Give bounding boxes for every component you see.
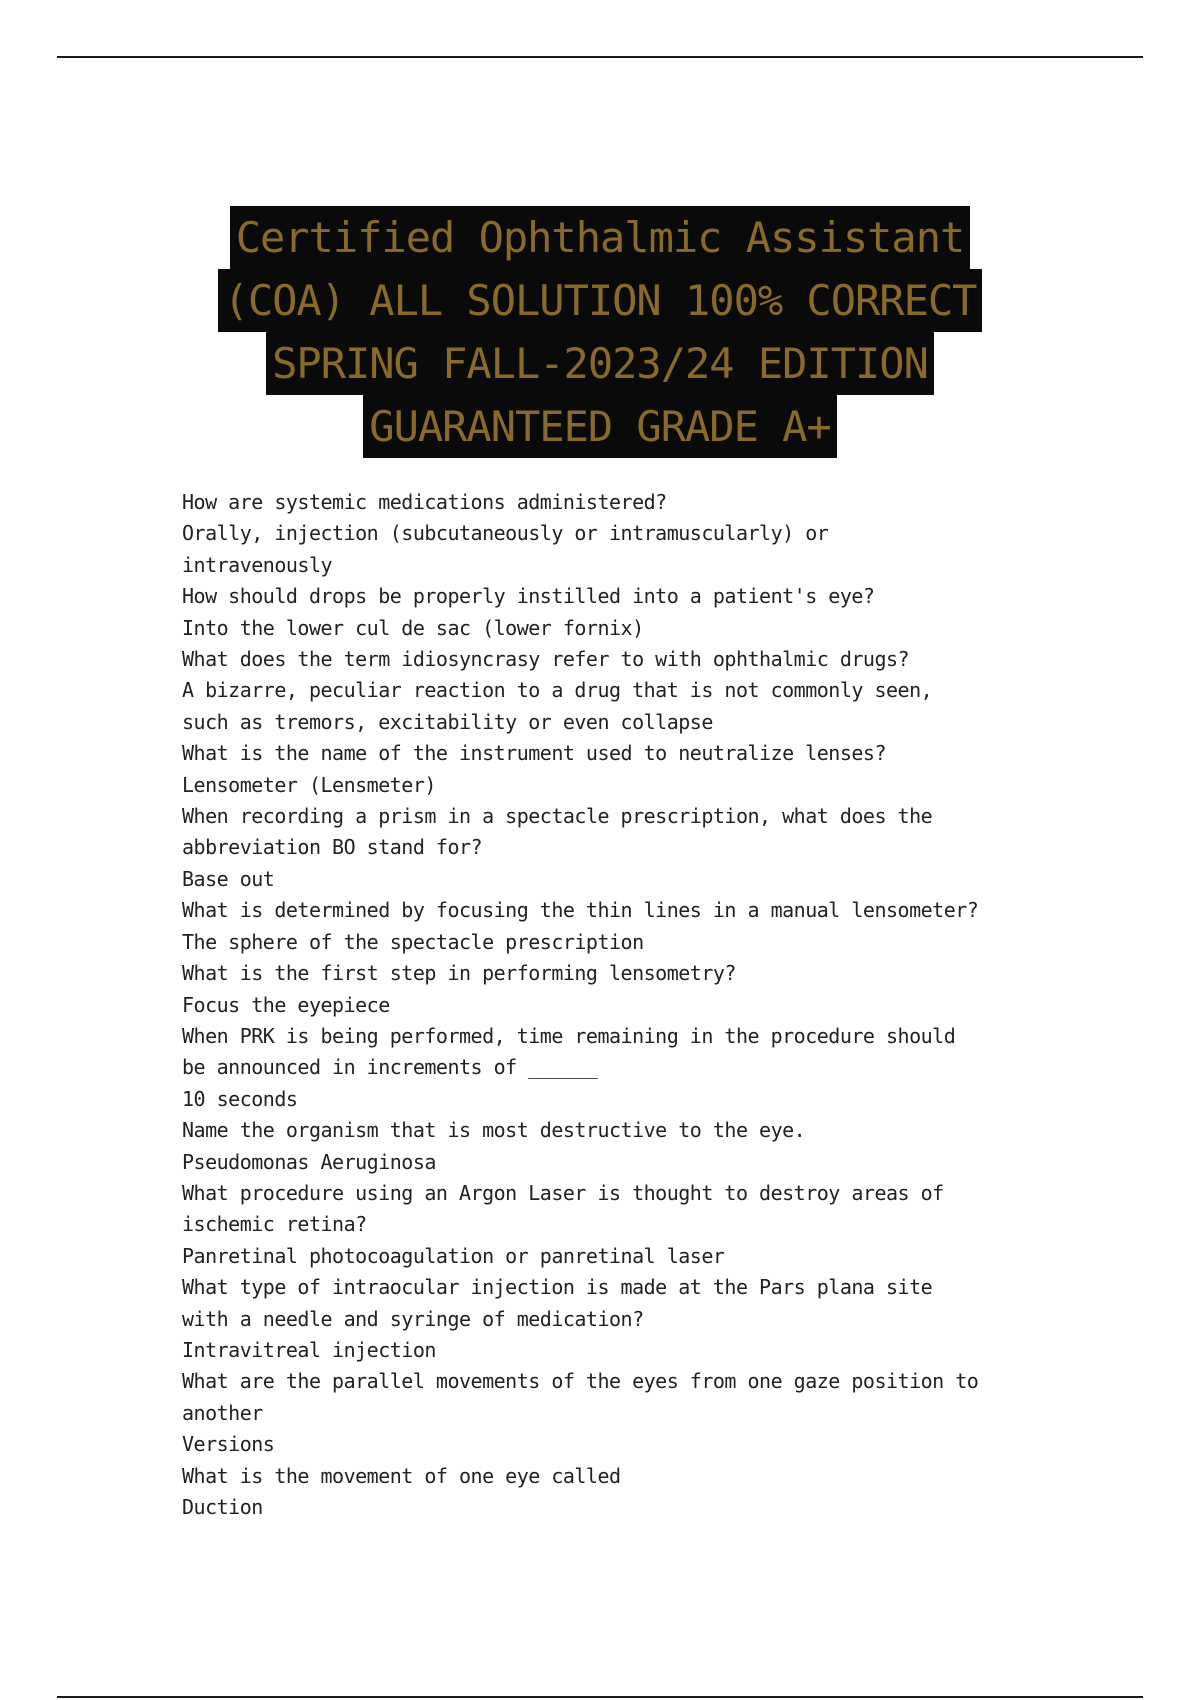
question-line: another (182, 1400, 263, 1425)
question-line: How should drops be properly instilled into a patient's eye? (182, 584, 875, 609)
question-line: What is the movement of one eye called (182, 1463, 621, 1488)
answer-line: intravenously (182, 552, 333, 577)
answer-line: A bizarre, peculiar reaction to a drug that is not commonly seen, (182, 678, 933, 703)
title-line-4: GUARANTEED GRADE A+ (363, 395, 836, 458)
question-line: When PRK is being performed, time remaining in the procedure should (182, 1023, 956, 1048)
top-rule (57, 56, 1143, 58)
document-title (0, 206, 1200, 458)
question-line: How are systemic medications administered? (182, 490, 667, 514)
question-line: What is determined by focusing the thin lines in a manual lensometer? (182, 898, 979, 923)
answer-line: The sphere of the spectacle prescription (182, 929, 644, 954)
answer-line: Lensometer (Lensmeter) (182, 772, 436, 797)
question-line: What is the first step in performing lensometry? (182, 961, 736, 986)
question-line: What does the term idiosyncrasy refer to with ophthalmic drugs? (182, 647, 910, 672)
question-line: What type of intraocular injection is made at the Pars plana site (182, 1275, 933, 1300)
question-line: ischemic retina? (182, 1212, 367, 1237)
question-line: abbreviation BO stand for? (182, 835, 483, 860)
answer-line: Into the lower cul de sac (lower fornix) (182, 615, 644, 640)
question-line: Name the organism that is most destructive to the eye. (182, 1118, 806, 1143)
title-line-3: SPRING FALL-2023/24 EDITION (266, 332, 934, 395)
answer-line: Pseudomonas Aeruginosa (182, 1149, 436, 1174)
answer-line: such as tremors, excitability or even collapse (182, 709, 713, 734)
question-line: What are the parallel movements of the eyes from one gaze position to (182, 1369, 979, 1394)
title-line-1: Certified Ophthalmic Assistant (230, 206, 971, 269)
question-line: What is the name of the instrument used to neutralize lenses? (182, 741, 887, 766)
answer-line: Orally, injection (subcutaneously or intramuscularly) or (182, 521, 829, 546)
question-line: What procedure using an Argon Laser is thought to destroy areas of (182, 1180, 944, 1205)
answer-line: Panretinal photocoagulation or panretinal laser (182, 1243, 725, 1268)
answer-line: Duction (182, 1495, 263, 1519)
answer-line: 10 seconds (182, 1086, 298, 1111)
question-line: When recording a prism in a spectacle prescription, what does the (182, 804, 933, 829)
answer-line: Base out (182, 866, 275, 891)
question-line: be announced in increments of ______ (182, 1055, 598, 1080)
question-answer-list (182, 487, 1082, 1523)
answer-line: Intravitreal injection (182, 1337, 436, 1362)
bottom-rule (57, 1696, 1143, 1698)
answer-line: Focus the eyepiece (182, 992, 390, 1017)
title-line-2: (COA) ALL SOLUTION 100% CORRECT (218, 269, 983, 332)
question-line: with a needle and syringe of medication? (182, 1306, 644, 1331)
answer-line: Versions (182, 1432, 275, 1457)
